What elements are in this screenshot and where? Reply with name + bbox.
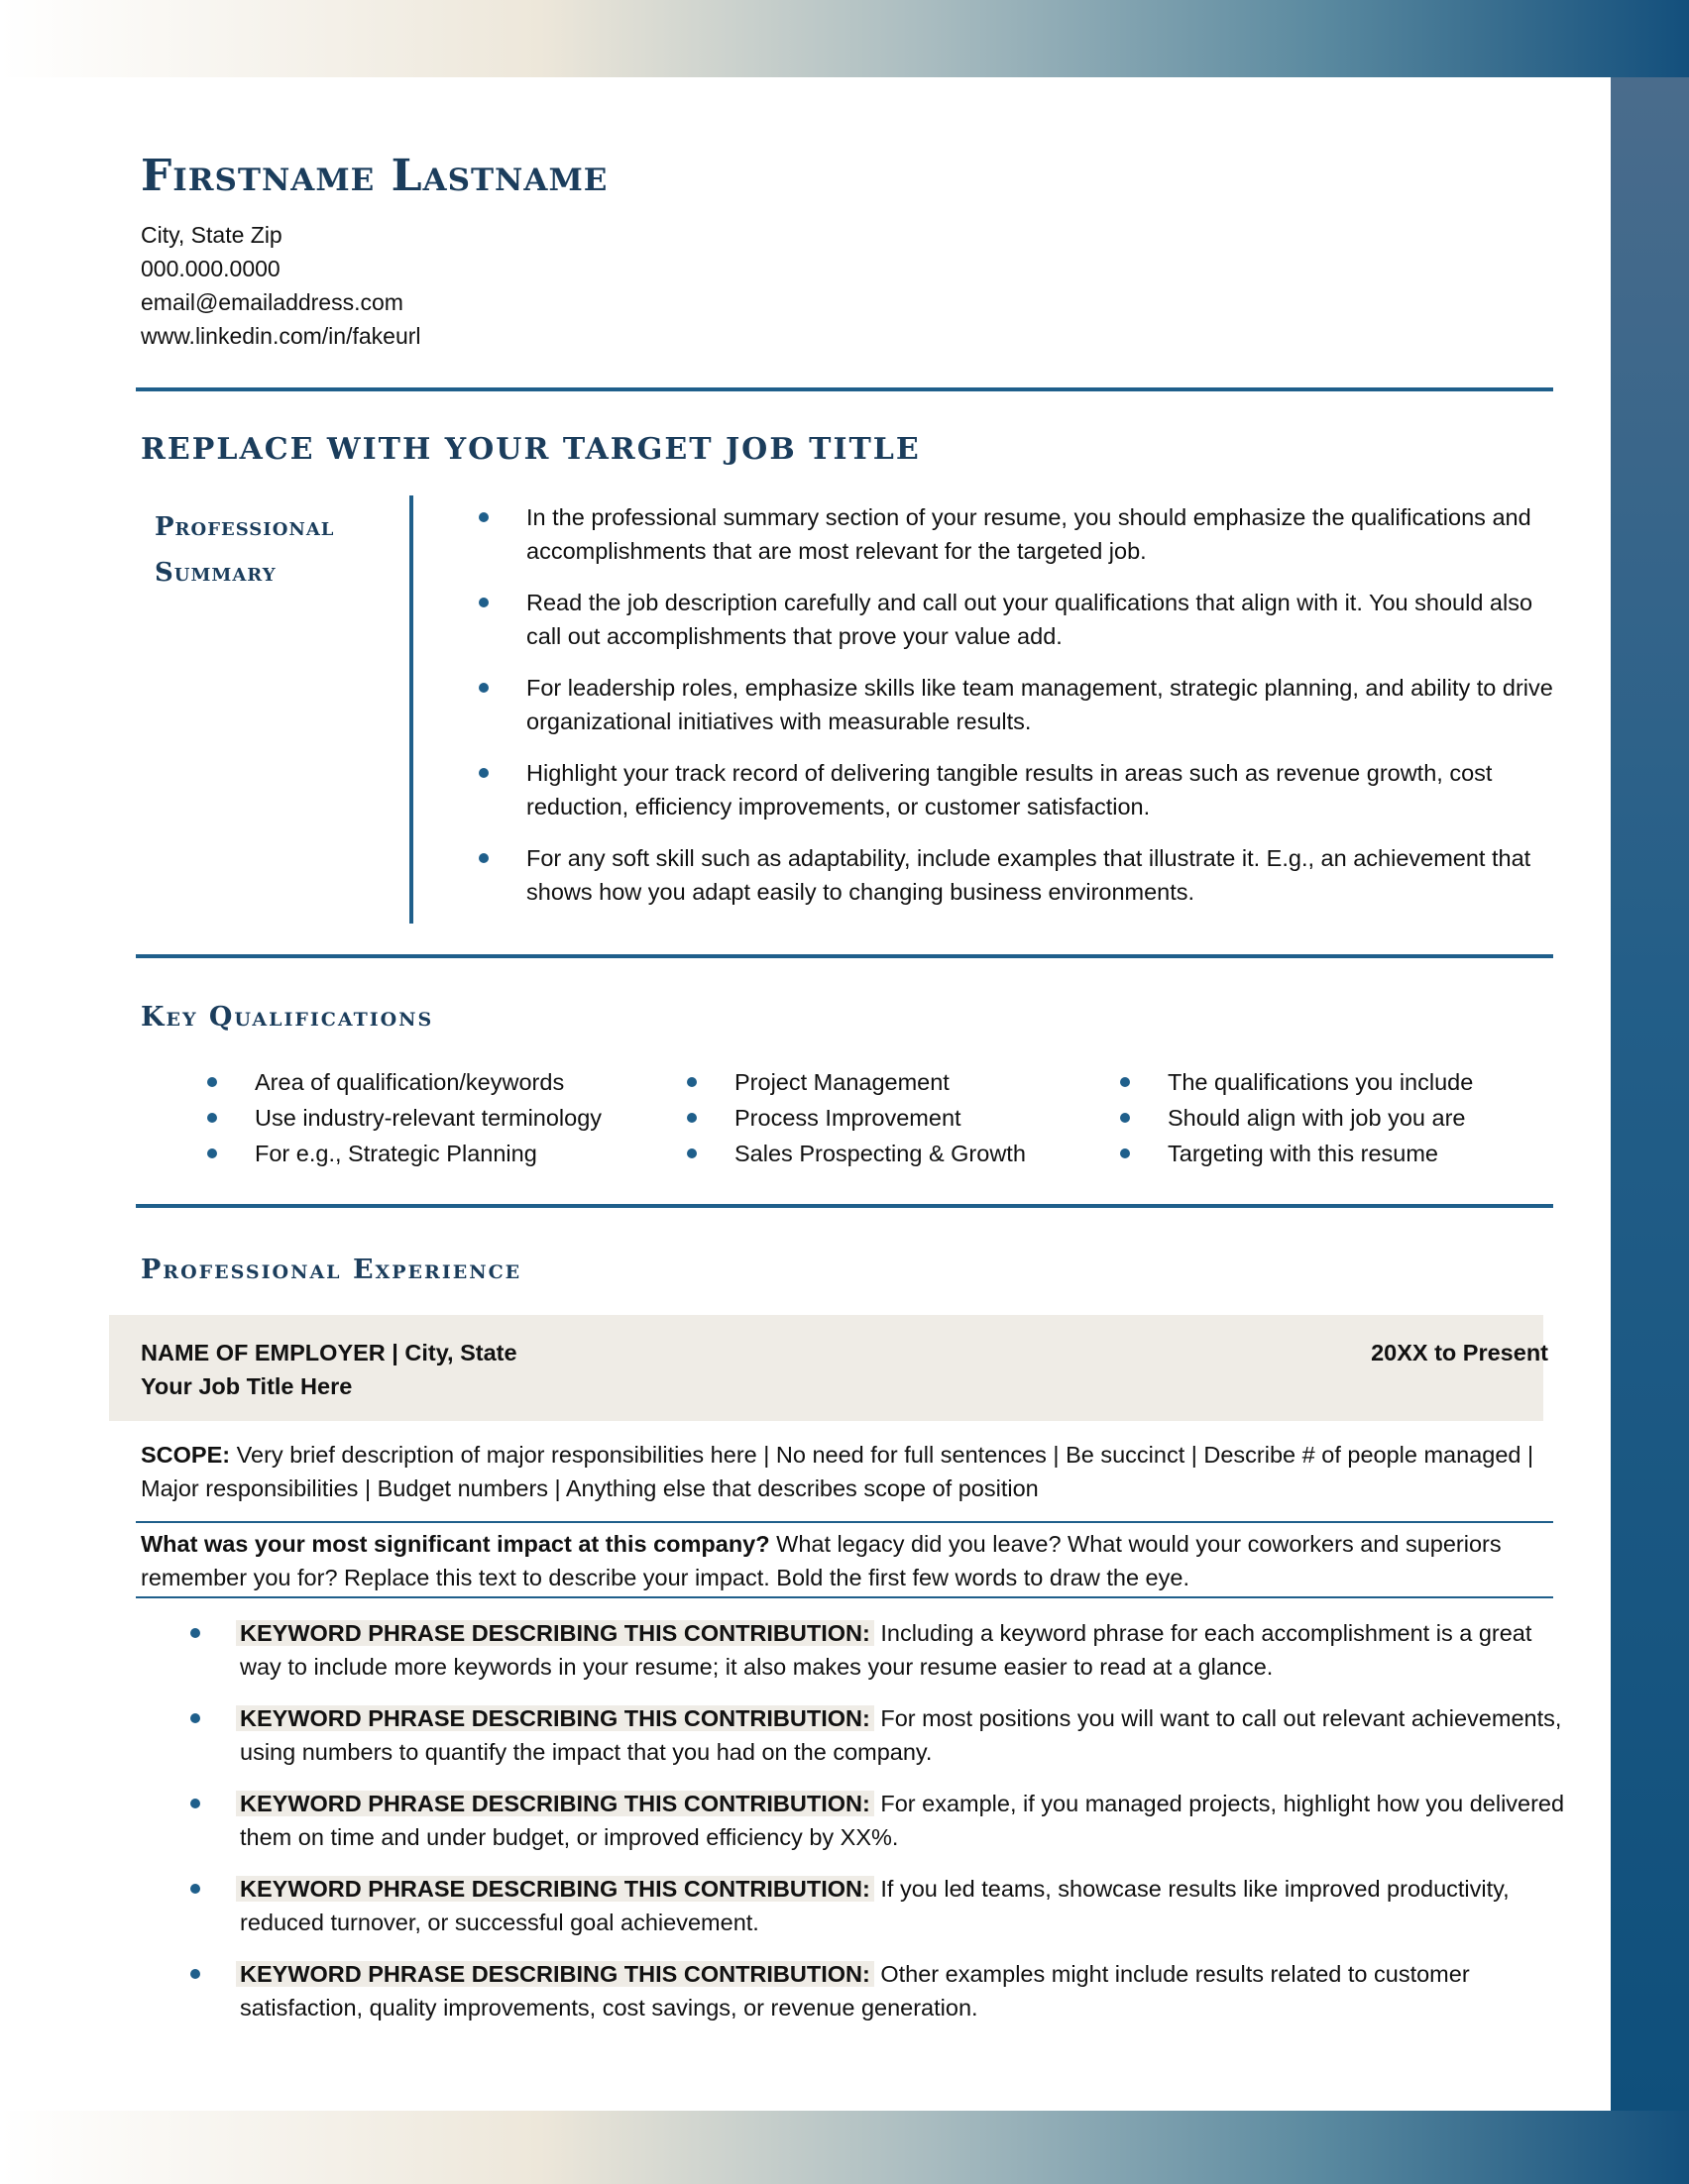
bottom-gradient-band [0, 2111, 1689, 2184]
bullet-icon [687, 1077, 697, 1087]
qualifications-column-2 [687, 1065, 1026, 1172]
contact-block [141, 218, 421, 353]
bullet-icon [207, 1113, 217, 1123]
bullet-icon [687, 1148, 697, 1158]
contributions-list [188, 1616, 1566, 2042]
contact-phone: 000.000.0000 [141, 256, 281, 281]
contact-email: email@emailaddress.com [141, 289, 403, 315]
divider [136, 1204, 1553, 1208]
summary-item [469, 586, 1569, 653]
qualification-item [207, 1137, 602, 1172]
contact-linkedin: www.linkedin.com/in/fakeurl [141, 323, 421, 349]
summary-item-text: In the professional summary section of your resume, you should emphasize the qualifications and accomplishments that are most relevant for the targeted job. [526, 504, 1531, 564]
contribution-keyword: KEYWORD PHRASE DESCRIBING THIS CONTRIBUTION: [236, 1791, 874, 1816]
contribution-item [188, 1701, 1566, 1769]
scope-paragraph [141, 1438, 1558, 1505]
bullet-icon [479, 768, 489, 778]
summary-item-text: Highlight your track record of delivering tangible results in areas such as revenue growth, cost reduction, efficiency improvements, or customer satisfaction. [526, 760, 1493, 819]
scope-label: SCOPE: [141, 1442, 231, 1468]
contact-location: City, State Zip [141, 222, 282, 248]
bullet-icon [207, 1148, 217, 1158]
divider [136, 1596, 1553, 1598]
bullet-icon [479, 598, 489, 607]
bullet-icon [1120, 1113, 1130, 1123]
qualification-item [687, 1137, 1026, 1172]
qualification-item [687, 1065, 1026, 1101]
bullet-icon [190, 1628, 200, 1638]
contribution-keyword: KEYWORD PHRASE DESCRIBING THIS CONTRIBUTION: [236, 1876, 874, 1902]
bullet-icon [190, 1884, 200, 1894]
qualifications-title: Key Qualifications [141, 1002, 434, 1033]
summary-label-line: Professional [155, 512, 335, 542]
contribution-keyword: KEYWORD PHRASE DESCRIBING THIS CONTRIBUTION: [236, 1961, 874, 1987]
summary-item-text: For any soft skill such as adaptability, include examples that illustrate it. E.g., an achievement that shows how you adapt easily to changing business environments. [526, 845, 1531, 905]
qualification-text: Process Improvement [734, 1105, 961, 1131]
job-title: Your Job Title Here [141, 1373, 353, 1399]
bullet-icon [479, 683, 489, 693]
employment-dates: 20XX to Present [1371, 1340, 1548, 1365]
divider [136, 387, 1553, 391]
contribution-keyword: KEYWORD PHRASE DESCRIBING THIS CONTRIBUTION: [236, 1620, 874, 1646]
contribution-item [188, 1872, 1566, 1939]
qualification-item [687, 1101, 1026, 1137]
impact-label: What was your most significant impact at this company? [141, 1531, 770, 1557]
divider [136, 1521, 1553, 1523]
top-gradient-band [0, 0, 1689, 77]
summary-item-text: Read the job description carefully and call out your qualifications that align with it. You should also call out accomplishments that prove your value add. [526, 590, 1533, 649]
qualification-item [1120, 1101, 1473, 1137]
summary-label-line: Summary [155, 558, 277, 588]
bullet-icon [1120, 1148, 1130, 1158]
contribution-text: If you led teams, showcase results like improved productivity, reduced turnover, or successful goal achievement. [240, 1876, 1510, 1935]
qualification-text: For e.g., Strategic Planning [255, 1141, 537, 1166]
employer-name: NAME OF EMPLOYER | City, State [141, 1340, 517, 1365]
right-gradient-band [1611, 77, 1689, 2111]
qualification-item [1120, 1065, 1473, 1101]
contribution-keyword: KEYWORD PHRASE DESCRIBING THIS CONTRIBUTION: [236, 1705, 874, 1731]
qualification-text: Use industry-relevant terminology [255, 1105, 603, 1131]
candidate-name: Firstname Lastname [141, 151, 609, 201]
qualification-text: Area of qualification/keywords [255, 1069, 565, 1095]
qualification-text: Should align with job you are [1168, 1105, 1466, 1131]
bullet-icon [190, 1969, 200, 1979]
bullet-icon [479, 512, 489, 522]
summary-item [469, 671, 1569, 738]
contribution-item [188, 1616, 1566, 1684]
summary-item [469, 756, 1569, 823]
qualification-text: The qualifications you include [1168, 1069, 1474, 1095]
qualification-text: Sales Prospecting & Growth [734, 1141, 1026, 1166]
summary-vertical-bar [409, 495, 413, 924]
contribution-item [188, 1957, 1566, 2024]
bullet-icon [190, 1799, 200, 1808]
bullet-icon [207, 1077, 217, 1087]
scope-text: Very brief description of major responsibilities here | No need for full sentences | Be succinct | Describe # of people managed | Major responsibilities | Budget numbers | Anything else that describes scope of position [141, 1442, 1534, 1501]
impact-paragraph [141, 1527, 1558, 1594]
summary-list [469, 500, 1569, 927]
contribution-item [188, 1787, 1566, 1854]
qualification-text: Targeting with this resume [1168, 1141, 1438, 1166]
qualification-item [207, 1065, 602, 1101]
qualifications-column-1 [207, 1065, 602, 1172]
qualifications-column-3 [1120, 1065, 1473, 1172]
summary-item [469, 841, 1569, 909]
contribution-text: Including a keyword phrase for each accomplishment is a great way to include more keywords in your resume; it also makes your resume easier to read at a glance. [240, 1620, 1532, 1680]
qualification-item [1120, 1137, 1473, 1172]
bullet-icon [1120, 1077, 1130, 1087]
divider [136, 954, 1553, 958]
experience-title: Professional Experience [141, 1255, 522, 1285]
qualification-text: Project Management [734, 1069, 950, 1095]
target-job-title: REPLACE WITH YOUR TARGET JOB TITLE [141, 432, 921, 467]
impact-text: What legacy did you leave? What would your coworkers and superiors remember you for? Replace this text to describe your impact. Bold the first few words to draw the eye. [141, 1531, 1502, 1590]
summary-item-text: For leadership roles, emphasize skills like team management, strategic planning, and ability to drive organizational initiatives with measurable results. [526, 675, 1553, 734]
contribution-text: For most positions you will want to call out relevant achievements, using numbers to quantify the impact that you had on the company. [240, 1705, 1562, 1765]
summary-item [469, 500, 1569, 568]
contribution-text: For example, if you managed projects, highlight how you delivered them on time and under budget, or improved efficiency by XX%. [240, 1791, 1565, 1850]
bullet-icon [479, 853, 489, 863]
qualification-item [207, 1101, 602, 1137]
contribution-text: Other examples might include results related to customer satisfaction, quality improvements, cost savings, or revenue generation. [240, 1961, 1470, 2020]
bullet-icon [190, 1713, 200, 1723]
bullet-icon [687, 1113, 697, 1123]
summary-label [155, 504, 393, 596]
